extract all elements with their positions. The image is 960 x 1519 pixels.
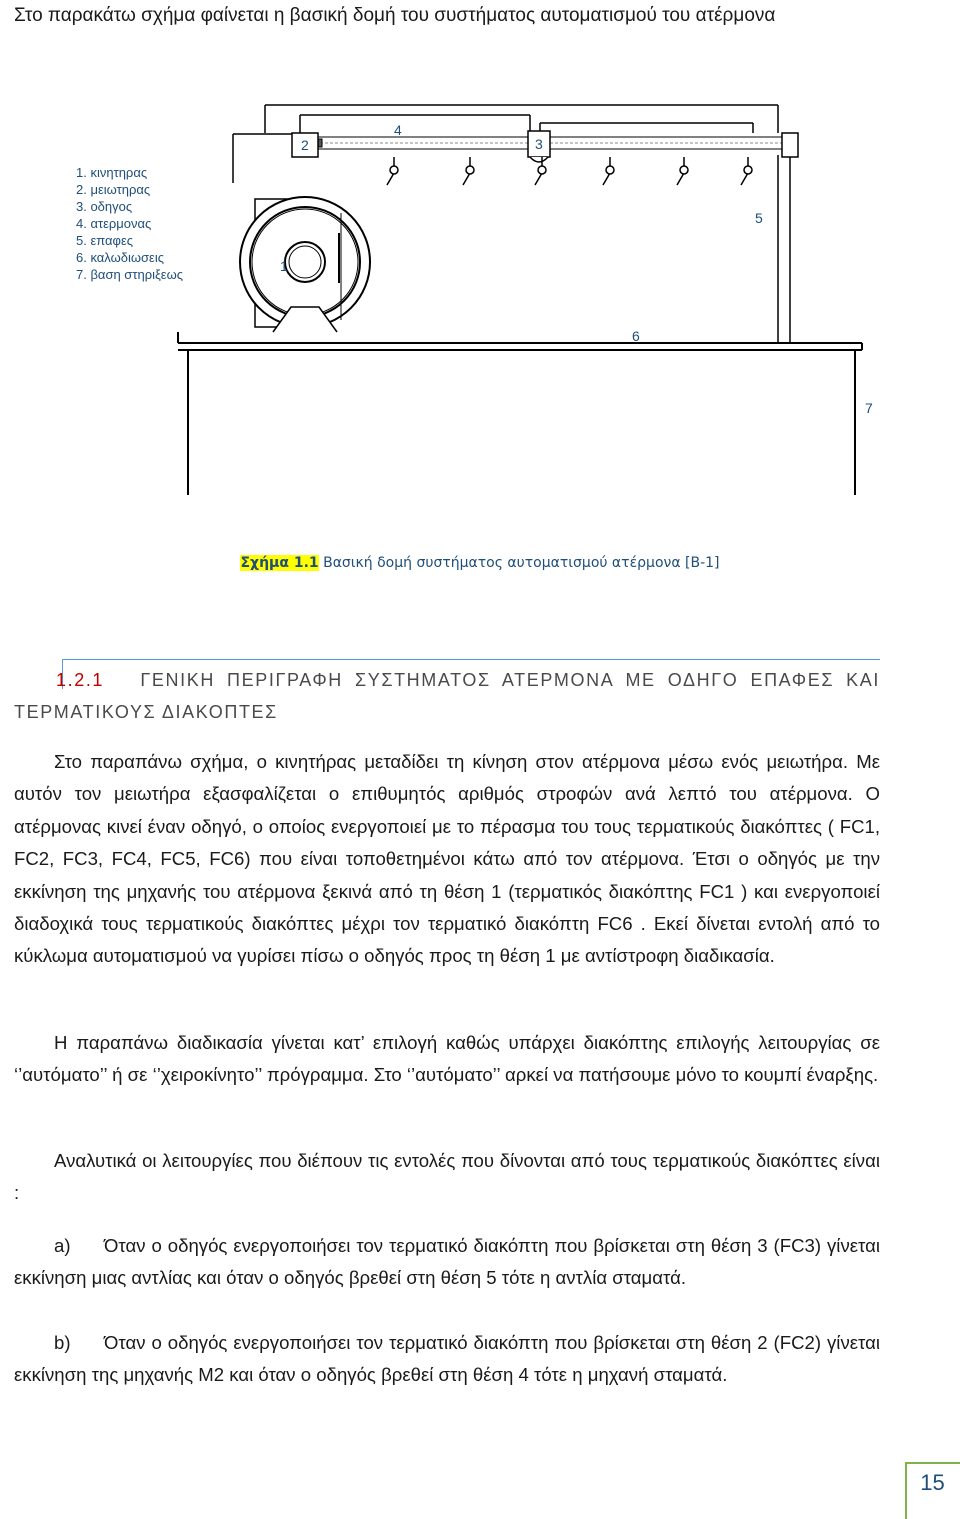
body-paragraph: [14, 746, 880, 973]
limit-switch: [603, 157, 614, 185]
list-item: [14, 1327, 880, 1392]
label-worm: 4: [394, 122, 402, 138]
label-reducer: 2: [301, 137, 309, 153]
paragraph-text: Αναλυτικά οι λειτουργίες που διέπουν τις εντολές που δίνονται από τους τερματικούς διακόπτες είναι :: [14, 1150, 880, 1204]
worm-system-diagram: [60, 95, 920, 515]
label-guide: 3: [535, 136, 543, 152]
legend-item: 7. βαση στηριξεως: [76, 267, 184, 282]
intro-paragraph: Στο παρακάτω σχήμα φαίνεται η βασική δομή του συστήματος αυτοματισμού του ατέρμονα: [14, 5, 776, 26]
section-title: ΓΕΝΙΚΗ ΠΕΡΙΓΡΑΦΗ ΣΥΣΤΗΜΑΤΟΣ ΑΤΕΡΜΟΝΑ ΜΕ ΟΔΗΓΟ ΕΠΑΦΕΣ ΚΑΙ ΤΕΡΜΑΤΙΚΟΥΣ ΔΙΑΚΟΠΤΕΣ: [14, 670, 880, 722]
worm-screw: [318, 137, 784, 149]
label-contacts: 5: [755, 210, 763, 226]
support-base: [178, 332, 862, 495]
legend-item: 1. κινητηρας: [76, 165, 148, 180]
label-base: 7: [865, 400, 873, 416]
legend-item: 6. καλωδιωσεις: [76, 250, 165, 265]
label-motor: 1: [280, 258, 288, 274]
limit-switch: [741, 157, 752, 185]
page-number: 15: [920, 1470, 945, 1495]
section-number: 1.2.1: [56, 670, 105, 690]
limit-switch: [677, 157, 688, 185]
limit-switches: [387, 157, 752, 185]
legend-item: 2. μειωτηρας: [76, 182, 151, 197]
limit-switch: [387, 157, 398, 185]
section-rule: [62, 659, 880, 660]
paragraph-text: Η παραπάνω διαδικασία γίνεται κατ’ επιλογή καθώς υπάρχει διακόπτης επιλογής λειτουργίας σε ‘’αυτόματο’’ ή σε ‘’χειροκίνητο’’ πρόγραμμα. Στο ‘’αυτόματο’’ αρκεί να πατήσουμε μόνο το κουμπί έναρξης.: [14, 1032, 880, 1086]
diagram-legend: [76, 165, 183, 282]
label-wiring: 6: [632, 328, 640, 344]
figure-caption: [0, 555, 960, 571]
list-marker: a): [54, 1235, 71, 1256]
list-text: Όταν ο οδηγός ενεργοποιήσει τον τερματικό διακόπτη που βρίσκεται στη θέση 3 (FC3) γίνεται εκκίνηση μιας αντλίας και όταν ο οδηγός βρεθεί στη θέση 5 τότε η αντλία σταματά.: [14, 1235, 880, 1289]
legend-item: 3. οδηγος: [76, 199, 133, 214]
list-marker: b): [54, 1332, 71, 1353]
list-item: [14, 1230, 880, 1295]
figure-caption-label: Σχήμα 1.1: [240, 555, 319, 571]
legend-item: 5. επαφες: [76, 233, 134, 248]
list-text: Όταν ο οδηγός ενεργοποιήσει τον τερματικό διακόπτη που βρίσκεται στη θέση 2 (FC2) γίνεται εκκίνηση της μηχανής M2 και όταν ο οδηγός βρεθεί στη θέση 4 τότε η μηχανή σταματά.: [14, 1332, 880, 1386]
body-paragraph: [14, 1027, 880, 1092]
worm-end-box: [782, 133, 798, 157]
guide-carriage: [528, 131, 550, 162]
body-paragraph: [14, 1145, 880, 1210]
legend-item: 4. ατερμονας: [76, 216, 152, 231]
figure-caption-text: Βασική δομή συστήματος αυτοματισμού ατέρμονα [Β-1]: [318, 555, 720, 571]
motor: [240, 197, 370, 332]
section-heading: [14, 664, 880, 728]
paragraph-text: Στο παραπάνω σχήμα, ο κινητήρας μεταδίδει τη κίνηση στον ατέρμονα μέσω ενός μειωτήρα. Με αυτόν τον μειωτήρα εξασφαλίζεται ο επιθυμητός αριθμός στροφών ανά λεπτό του ατέρμονα. Ο ατέρμονας κινεί έναν οδηγό, ο οποίος ενεργοποιεί με το πέρασμα του τους τερματικούς διακόπτες ( FC1, FC2, FC3, FC4, FC5, FC6) που είναι τοποθετημένοι κάτω από τον ατέρμονα. Έτσι ο οδηγός με την εκκίνηση της μηχανής του ατέρμονα ξεκινά από τη θέση 1 (τερματικός διακόπτης FC1 ) και ενεργοποιεί διαδοχικά τους τερματικούς διακόπτες μέχρι τον τερματικό διακόπτη FC6 . Εκεί δίνεται εντολή από το κύκλωμα αυτοματισμού να γυρίσει πίσω ο οδηγός προς τη θέση 1 με αντίστροφη διαδικασία.: [14, 751, 880, 967]
limit-switch: [463, 157, 474, 185]
